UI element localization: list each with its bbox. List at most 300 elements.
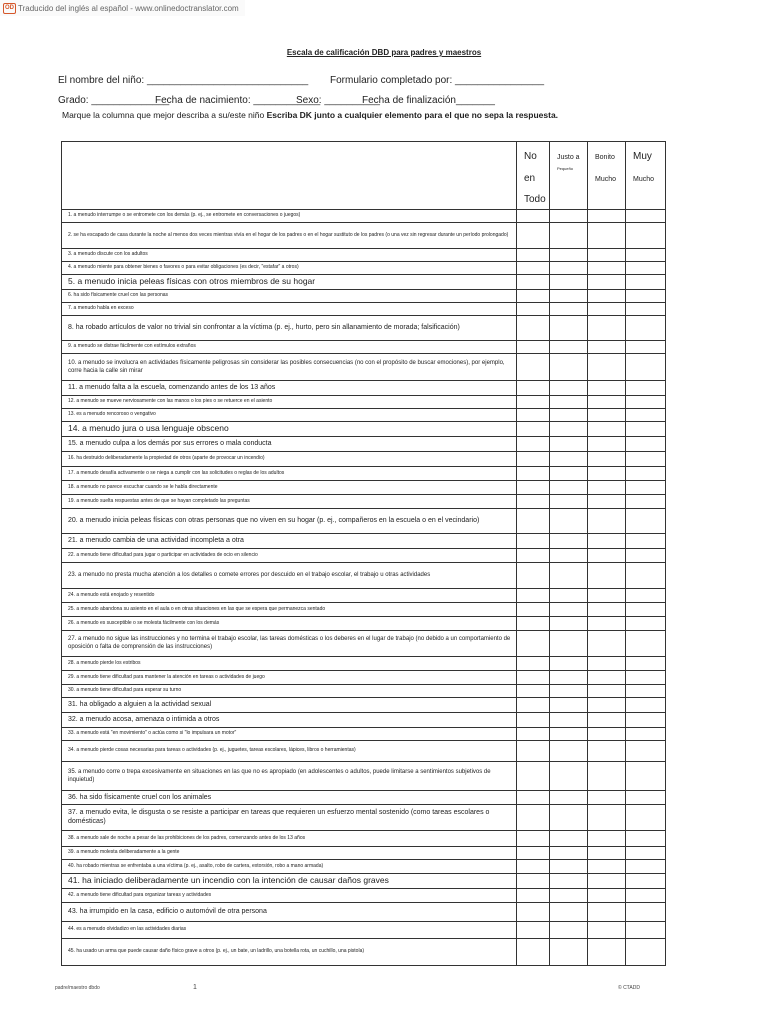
rating-cell[interactable] (517, 480, 550, 494)
rating-cell[interactable] (517, 315, 550, 340)
rating-cell[interactable] (517, 380, 550, 395)
rating-cell[interactable] (626, 395, 666, 408)
rating-cell[interactable] (550, 790, 588, 804)
table-row (62, 222, 666, 248)
rating-cell[interactable] (626, 451, 666, 466)
rating-cell[interactable] (550, 248, 588, 261)
rating-cell[interactable] (588, 508, 626, 533)
table-row (62, 712, 666, 727)
rating-cell[interactable] (588, 902, 626, 921)
column-header-pretty-much (588, 142, 626, 210)
rating-cell[interactable] (588, 248, 626, 261)
rating-cell[interactable] (550, 562, 588, 588)
rating-cell[interactable] (626, 508, 666, 533)
rating-cell[interactable] (517, 451, 550, 466)
rating-cell[interactable] (517, 859, 550, 873)
rating-cell[interactable] (588, 451, 626, 466)
translator-banner[interactable] (0, 0, 245, 16)
item-text: 29. a menudo tiene dificultad para mantener la atención en tareas o actividades de juego (62, 670, 517, 684)
rating-cell[interactable] (626, 466, 666, 480)
rating-cell[interactable] (626, 548, 666, 562)
rating-cell[interactable] (626, 859, 666, 873)
rating-cell[interactable] (517, 602, 550, 616)
item-text: 26. a menudo es susceptible o se molesta fácilmente con los demás (62, 616, 517, 630)
sex-field[interactable]: Sexo: __________ (296, 95, 380, 106)
item-text: 37. a menudo evita, le disgusta o se resiste a participar en tareas que requieren un esfuerzo mental sostenido (como tareas escolares o domésticas) (62, 804, 517, 830)
rating-cell[interactable] (626, 846, 666, 859)
rating-cell[interactable] (588, 562, 626, 588)
table-row (62, 859, 666, 873)
item-text: 41. ha iniciado deliberadamente un incendio con la intención de causar daños graves (62, 873, 517, 888)
item-text: 12. a menudo se mueve nerviosamente con las manos o los pies o se retuerce en el asiento (62, 395, 517, 408)
rating-cell[interactable] (588, 494, 626, 508)
child-name-field[interactable]: El nombre del niño: _____________________________ (58, 75, 309, 86)
rating-cell[interactable] (588, 938, 626, 965)
table-row (62, 395, 666, 408)
item-text: 27. a menudo no sigue las instrucciones y no termina el trabajo escolar, las tareas domésticas o los deberes en el lugar de trabajo (no debido a un comportamiento de oposición o falta de comprensión de las instrucciones) (62, 630, 517, 656)
table-row (62, 548, 666, 562)
rating-cell[interactable] (626, 790, 666, 804)
end-date-field[interactable]: Fecha de finalización_______ (362, 95, 495, 106)
birth-date-field[interactable]: Fecha de nacimiento: ____________ (155, 95, 321, 106)
table-row (62, 494, 666, 508)
column-header-very-much (626, 142, 666, 210)
rating-cell[interactable] (517, 846, 550, 859)
rating-cell[interactable] (588, 408, 626, 421)
table-row (62, 697, 666, 712)
rating-cell[interactable] (550, 315, 588, 340)
item-text: 33. a menudo está "en movimiento" o actúa como si "lo impulsara un motor" (62, 727, 517, 740)
rating-cell[interactable] (626, 533, 666, 548)
rating-cell[interactable] (626, 602, 666, 616)
rating-cell[interactable] (626, 289, 666, 302)
item-text: 44. es a menudo olvidadizo en las actividades diarias (62, 921, 517, 938)
table-row (62, 562, 666, 588)
table-header-row (62, 142, 666, 210)
column-header-label: Bonito (595, 154, 615, 161)
rating-cell[interactable] (550, 804, 588, 830)
rating-cell[interactable] (550, 380, 588, 395)
item-text: 35. a menudo corre o trepa excesivamente en situaciones en las que no es apropiado (en adolescentes o adultos, puede limitarse a sentimientos subjetivos de inquietud) (62, 761, 517, 790)
table-row (62, 740, 666, 761)
rating-cell[interactable] (626, 421, 666, 436)
item-text: 30. a menudo tiene dificultad para esperar su turno (62, 684, 517, 697)
column-header-label: No en Todo (524, 151, 546, 206)
rating-cell[interactable] (626, 888, 666, 902)
item-text: 43. ha irrumpido en la casa, edificio o automóvil de otra persona (62, 902, 517, 921)
rating-cell[interactable] (626, 315, 666, 340)
rating-cell[interactable] (588, 480, 626, 494)
footer-left: padre/maestro dbdo (55, 985, 100, 991)
rating-cell[interactable] (588, 859, 626, 873)
rating-cell[interactable] (550, 830, 588, 846)
rating-cell[interactable] (626, 588, 666, 602)
table-row (62, 421, 666, 436)
item-text: 23. a menudo no presta mucha atención a los detalles o comete errores por descuido en el trabajo escolar, el trabajo u otras actividades (62, 562, 517, 588)
item-text: 9. a menudo se distrae fácilmente con estímulos extraños (62, 340, 517, 353)
rating-cell[interactable] (517, 562, 550, 588)
rating-cell[interactable] (550, 740, 588, 761)
rating-cell[interactable] (517, 588, 550, 602)
rating-cell[interactable] (626, 222, 666, 248)
rating-cell[interactable] (550, 353, 588, 380)
item-text: 15. a menudo culpa a los demás por sus errores o mala conducta (62, 436, 517, 451)
item-text: 2. se ha escapado de casa durante la noche al menos dos veces mientras vivía en el hogar de los padres o en el hogar sustituto de los padres (o una vez sin regresar durante un período prolongado) (62, 222, 517, 248)
item-text: 42. a menudo tiene dificultad para organizar tareas y actividades (62, 888, 517, 902)
item-text: 10. a menudo se involucra en actividades físicamente peligrosas sin considerar las posibles consecuencias (no con el propósito de buscar emociones), por ejemplo, corre hacia la calle sin mirar (62, 353, 517, 380)
table-row (62, 261, 666, 274)
rating-cell[interactable] (588, 466, 626, 480)
completed-by-field[interactable]: Formulario completado por: ________________ (330, 75, 545, 86)
rating-cell[interactable] (550, 921, 588, 938)
rating-cell[interactable] (550, 548, 588, 562)
rating-cell[interactable] (550, 494, 588, 508)
footer-copyright: © CTADD (618, 985, 640, 991)
form-title: Escala de calificación DBD para padres y maestros (286, 48, 482, 57)
item-text: 39. a menudo molesta deliberadamente a la gente (62, 846, 517, 859)
rating-cell[interactable] (550, 274, 588, 289)
rating-cell[interactable] (626, 616, 666, 630)
rating-cell[interactable] (626, 248, 666, 261)
table-row (62, 670, 666, 684)
rating-cell[interactable] (626, 302, 666, 315)
rating-cell[interactable] (588, 846, 626, 859)
instructions (62, 110, 558, 120)
rating-cell[interactable] (626, 902, 666, 921)
rating-cell[interactable] (550, 602, 588, 616)
item-text: 17. a menudo desafía activamente o se niega a cumplir con las solicitudes o reglas de los adultos (62, 466, 517, 480)
rating-cell[interactable] (626, 380, 666, 395)
rating-cell[interactable] (588, 873, 626, 888)
rating-cell[interactable] (517, 921, 550, 938)
instructions-bold-text: Escriba DK junto a cualquier elemento para el que no sepa la respuesta. (266, 110, 559, 120)
rating-cell[interactable] (550, 533, 588, 548)
rating-cell[interactable] (588, 670, 626, 684)
rating-cell[interactable] (626, 480, 666, 494)
rating-cell[interactable] (550, 421, 588, 436)
rating-cell[interactable] (550, 508, 588, 533)
rating-cell[interactable] (588, 602, 626, 616)
table-row (62, 761, 666, 790)
item-text: 6. ha sido físicamente cruel con las personas (62, 289, 517, 302)
rating-cell[interactable] (550, 588, 588, 602)
column-header-sublabel: Pequeño (557, 165, 574, 171)
table-row (62, 508, 666, 533)
rating-cell[interactable] (626, 630, 666, 656)
table-row (62, 846, 666, 859)
rating-cell[interactable] (517, 353, 550, 380)
rating-cell[interactable] (517, 684, 550, 697)
rating-cell[interactable] (517, 508, 550, 533)
rating-cell[interactable] (550, 451, 588, 466)
rating-cell[interactable] (588, 921, 626, 938)
rating-cell[interactable] (588, 761, 626, 790)
rating-cell[interactable] (517, 873, 550, 888)
rating-cell[interactable] (588, 888, 626, 902)
rating-cell[interactable] (517, 289, 550, 302)
rating-cell[interactable] (550, 261, 588, 274)
rating-cell[interactable] (588, 697, 626, 712)
table-row (62, 921, 666, 938)
rating-cell[interactable] (626, 921, 666, 938)
rating-cell[interactable] (550, 630, 588, 656)
table-row (62, 616, 666, 630)
rating-cell[interactable] (626, 761, 666, 790)
rating-cell[interactable] (550, 712, 588, 727)
rating-cell[interactable] (626, 830, 666, 846)
item-text: 20. a menudo inicia peleas físicas con otras personas que no viven en su hogar (p. ej., compañeros en la escuela o en el vecindario) (62, 508, 517, 533)
rating-cell[interactable] (517, 548, 550, 562)
rating-cell[interactable] (626, 804, 666, 830)
rating-cell[interactable] (588, 804, 626, 830)
table-row (62, 353, 666, 380)
rating-cell[interactable] (588, 261, 626, 274)
rating-cell[interactable] (626, 712, 666, 727)
rating-cell[interactable] (517, 436, 550, 451)
rating-cell[interactable] (588, 395, 626, 408)
table-row (62, 938, 666, 965)
item-text: 32. a menudo acosa, amenaza o intimida a otros (62, 712, 517, 727)
rating-cell[interactable] (588, 436, 626, 451)
rating-cell[interactable] (517, 830, 550, 846)
table-row (62, 274, 666, 289)
column-header-label: Justo a (557, 154, 580, 161)
rating-cell[interactable] (517, 209, 550, 222)
rating-cell[interactable] (517, 616, 550, 630)
rating-cell[interactable] (517, 222, 550, 248)
rating-cell[interactable] (517, 630, 550, 656)
table-row (62, 727, 666, 740)
rating-cell[interactable] (588, 727, 626, 740)
rating-cell[interactable] (550, 395, 588, 408)
rating-cell[interactable] (550, 761, 588, 790)
item-text: 40. ha robado mientras se enfrentaba a una víctima (p. ej., asalto, robo de cartera, extorsión, robo a mano armada) (62, 859, 517, 873)
rating-cell[interactable] (517, 408, 550, 421)
rating-cell[interactable] (588, 340, 626, 353)
rating-cell[interactable] (517, 790, 550, 804)
table-row (62, 289, 666, 302)
column-header-sublabel: Mucho (595, 175, 617, 183)
table-row (62, 451, 666, 466)
item-text: 13. es a menudo rencoroso o vengativo (62, 408, 517, 421)
translator-logo-icon: OD (3, 3, 16, 14)
rating-cell[interactable] (550, 340, 588, 353)
rating-cell[interactable] (588, 533, 626, 548)
item-text: 28. a menudo pierde los estribos (62, 656, 517, 670)
rating-cell[interactable] (626, 494, 666, 508)
rating-cell[interactable] (517, 274, 550, 289)
table-row (62, 315, 666, 340)
table-row (62, 380, 666, 395)
column-header-label: Muy (633, 151, 652, 162)
rating-cell[interactable] (550, 302, 588, 315)
rating-cell[interactable] (626, 656, 666, 670)
item-text: 31. ha obligado a alguien a la actividad sexual (62, 697, 517, 712)
item-text: 4. a menudo miente para obtener bienes o favores o para evitar obligaciones (es decir, "estafar" a otros) (62, 261, 517, 274)
table-row (62, 888, 666, 902)
rating-cell[interactable] (588, 588, 626, 602)
header-blank-cell (62, 142, 517, 210)
table-row (62, 684, 666, 697)
rating-cell[interactable] (588, 289, 626, 302)
item-text: 1. a menudo interrumpe o se entromete con los demás (p. ej., se entromete en conversaciones o juegos) (62, 209, 517, 222)
item-text: 19. a menudo suelta respuestas antes de que se hayan completado las preguntas (62, 494, 517, 508)
table-row (62, 830, 666, 846)
item-text: 18. a menudo no parece escuchar cuando se le habla directamente (62, 480, 517, 494)
rating-cell[interactable] (626, 353, 666, 380)
rating-cell[interactable] (626, 436, 666, 451)
rating-cell[interactable] (588, 222, 626, 248)
rating-cell[interactable] (550, 209, 588, 222)
column-header-sublabel: Mucho (633, 175, 655, 183)
table-row (62, 466, 666, 480)
rating-cell[interactable] (517, 421, 550, 436)
rating-cell[interactable] (626, 740, 666, 761)
rating-table-body (62, 142, 666, 966)
rating-cell[interactable] (517, 697, 550, 712)
grade-field[interactable]: Grado: ______________ (58, 95, 170, 106)
rating-table (61, 141, 666, 966)
rating-cell[interactable] (517, 466, 550, 480)
rating-cell[interactable] (550, 222, 588, 248)
page-number: 1 (193, 984, 197, 991)
translator-banner-text[interactable]: Traducido del inglés al español - www.onlinedoctranslator.com (18, 3, 239, 13)
item-text: 25. a menudo abandona su asiento en el aula o en otras situaciones en las que se espera que permanezca sentado (62, 602, 517, 616)
rating-cell[interactable] (588, 274, 626, 289)
instructions-text: Marque la columna que mejor describa a su/este niño (62, 110, 267, 120)
rating-cell[interactable] (588, 302, 626, 315)
rating-cell[interactable] (550, 684, 588, 697)
rating-cell[interactable] (626, 727, 666, 740)
rating-cell[interactable] (517, 494, 550, 508)
rating-cell[interactable] (517, 533, 550, 548)
rating-cell[interactable] (626, 274, 666, 289)
rating-cell[interactable] (517, 804, 550, 830)
table-row (62, 480, 666, 494)
rating-cell[interactable] (517, 670, 550, 684)
table-row (62, 436, 666, 451)
rating-cell[interactable] (550, 616, 588, 630)
item-text: 5. a menudo inicia peleas físicas con otros miembros de su hogar (62, 274, 517, 289)
rating-cell[interactable] (517, 395, 550, 408)
item-text: 3. a menudo discute con los adultos (62, 248, 517, 261)
item-text: 34. a menudo pierde cosas necesarias para tareas o actividades (p. ej., juguetes, tareas escolares, lápices, libros o herramientas) (62, 740, 517, 761)
rating-cell[interactable] (517, 740, 550, 761)
rating-cell[interactable] (550, 859, 588, 873)
rating-cell[interactable] (550, 697, 588, 712)
rating-cell[interactable] (626, 340, 666, 353)
table-row (62, 804, 666, 830)
table-row (62, 209, 666, 222)
rating-cell[interactable] (588, 209, 626, 222)
rating-cell[interactable] (588, 830, 626, 846)
rating-cell[interactable] (626, 408, 666, 421)
table-row (62, 873, 666, 888)
column-header-just-a-little (550, 142, 588, 210)
rating-cell[interactable] (550, 888, 588, 902)
rating-cell[interactable] (517, 340, 550, 353)
item-text: 16. ha destruido deliberadamente la propiedad de otros (aparte de provocar un incendio) (62, 451, 517, 466)
rating-cell[interactable] (550, 670, 588, 684)
item-text: 11. a menudo falta a la escuela, comenzando antes de los 13 años (62, 380, 517, 395)
rating-cell[interactable] (550, 289, 588, 302)
rating-cell[interactable] (588, 656, 626, 670)
rating-cell[interactable] (517, 248, 550, 261)
rating-cell[interactable] (550, 727, 588, 740)
rating-cell[interactable] (588, 630, 626, 656)
table-row (62, 902, 666, 921)
item-text: 14. a menudo jura o usa lenguaje obsceno (62, 421, 517, 436)
rating-cell[interactable] (550, 938, 588, 965)
item-text: 24. a menudo está enojado y resentido (62, 588, 517, 602)
rating-cell[interactable] (588, 616, 626, 630)
rating-cell[interactable] (588, 353, 626, 380)
rating-cell[interactable] (588, 740, 626, 761)
item-text: 38. a menudo sale de noche a pesar de las prohibiciones de los padres, comenzando antes de los 13 años (62, 830, 517, 846)
item-text: 36. ha sido físicamente cruel con los animales (62, 790, 517, 804)
rating-cell[interactable] (517, 888, 550, 902)
table-row (62, 630, 666, 656)
rating-cell[interactable] (517, 902, 550, 921)
table-row (62, 248, 666, 261)
item-text: 22. a menudo tiene dificultad para jugar o participar en actividades de ocio en silencio (62, 548, 517, 562)
column-header-not-at-all (517, 142, 550, 210)
rating-cell[interactable] (588, 315, 626, 340)
rating-cell[interactable] (550, 846, 588, 859)
rating-cell[interactable] (550, 466, 588, 480)
rating-cell[interactable] (550, 656, 588, 670)
rating-cell[interactable] (626, 684, 666, 697)
rating-cell[interactable] (550, 873, 588, 888)
rating-cell[interactable] (588, 684, 626, 697)
rating-cell[interactable] (550, 480, 588, 494)
rating-cell[interactable] (550, 408, 588, 421)
rating-cell[interactable] (550, 436, 588, 451)
item-text: 7. a menudo habla en exceso (62, 302, 517, 315)
rating-cell[interactable] (626, 873, 666, 888)
rating-cell[interactable] (626, 562, 666, 588)
rating-cell[interactable] (588, 790, 626, 804)
table-row (62, 602, 666, 616)
table-row (62, 588, 666, 602)
table-row (62, 790, 666, 804)
rating-cell[interactable] (517, 938, 550, 965)
rating-cell[interactable] (517, 712, 550, 727)
table-row (62, 656, 666, 670)
table-row (62, 340, 666, 353)
rating-cell[interactable] (588, 421, 626, 436)
rating-cell[interactable] (588, 548, 626, 562)
rating-cell[interactable] (517, 261, 550, 274)
rating-cell[interactable] (588, 380, 626, 395)
item-text: 21. a menudo cambia de una actividad incompleta a otra (62, 533, 517, 548)
rating-cell[interactable] (550, 902, 588, 921)
rating-cell[interactable] (517, 727, 550, 740)
item-text: 45. ha usado un arma que puede causar daño físico grave a otros (p. ej., un bate, un ladrillo, una botella rota, un cuchillo, una pistola) (62, 938, 517, 965)
rating-cell[interactable] (626, 209, 666, 222)
rating-cell[interactable] (626, 697, 666, 712)
rating-cell[interactable] (626, 938, 666, 965)
item-text: 8. ha robado artículos de valor no trivial sin confrontar a la víctima (p. ej., hurto, pero sin allanamiento de morada; falsificación) (62, 315, 517, 340)
rating-cell[interactable] (588, 712, 626, 727)
rating-cell[interactable] (517, 302, 550, 315)
rating-cell[interactable] (517, 656, 550, 670)
rating-cell[interactable] (626, 670, 666, 684)
rating-cell[interactable] (517, 761, 550, 790)
rating-cell[interactable] (626, 261, 666, 274)
table-row (62, 533, 666, 548)
table-row (62, 302, 666, 315)
